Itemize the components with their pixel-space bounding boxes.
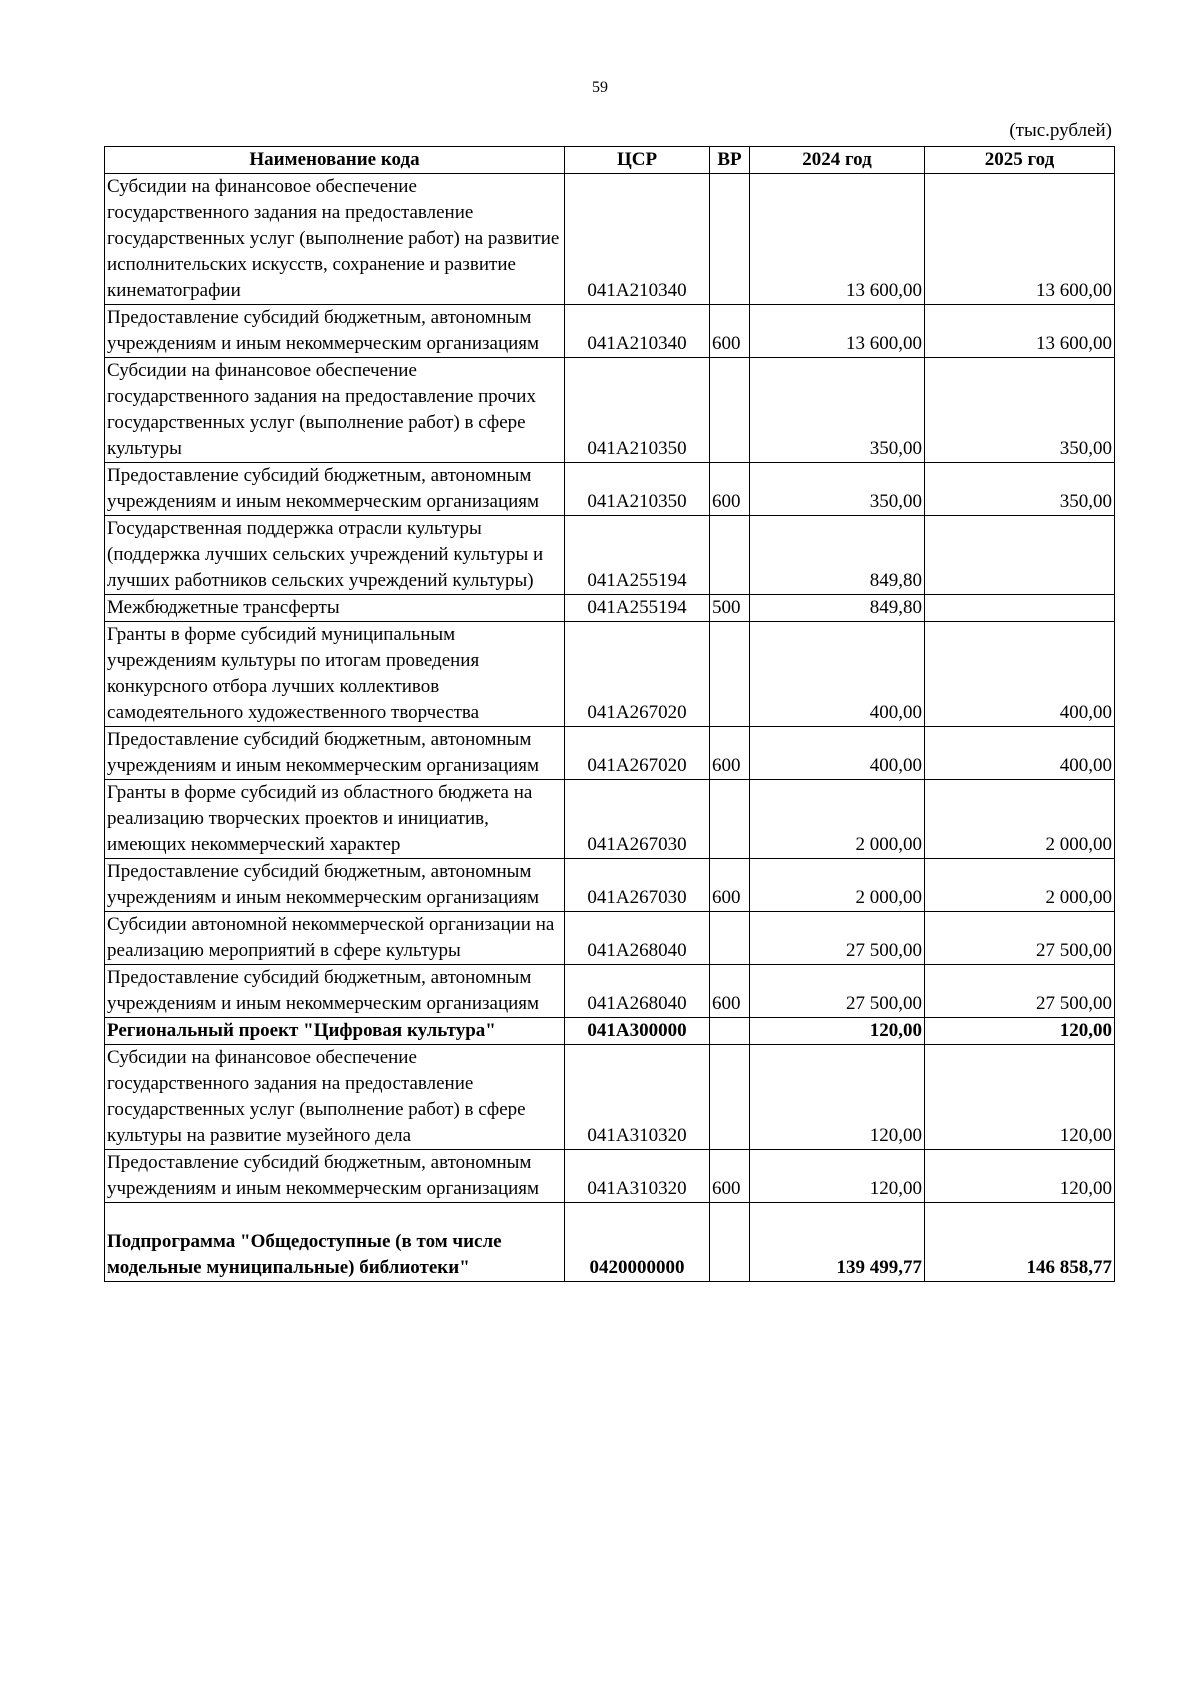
table-row xyxy=(105,463,1115,516)
row-2024-cell: 400,00 xyxy=(750,727,925,780)
row-vr-cell: 600 xyxy=(710,965,750,1018)
row-csr-cell: 041A210340 xyxy=(565,174,710,305)
row-csr-cell: 041A210350 xyxy=(565,463,710,516)
header-name: Наименование кода xyxy=(105,147,565,174)
row-csr-cell: 041A267020 xyxy=(565,727,710,780)
row-name-cell: Предоставление субсидий бюджетным, автономным учреждениям и иным некоммерческим организациям xyxy=(105,727,565,780)
table-row xyxy=(105,1045,1115,1150)
row-name-cell: Субсидии автономной некоммерческой организации на реализацию мероприятий в сфере культуры xyxy=(105,912,565,965)
row-name-cell: Предоставление субсидий бюджетным, автономным учреждениям и иным некоммерческим организациям xyxy=(105,1150,565,1203)
row-vr-cell xyxy=(710,622,750,727)
row-2024-cell: 120,00 xyxy=(750,1018,925,1045)
row-name-cell: Межбюджетные трансферты xyxy=(105,595,565,622)
row-2024-cell: 2 000,00 xyxy=(750,859,925,912)
units-label: (тыс.рублей) xyxy=(1009,120,1112,141)
row-vr-cell: 600 xyxy=(710,727,750,780)
row-csr-cell: 041A267030 xyxy=(565,780,710,859)
page-number: 59 xyxy=(592,79,608,96)
row-csr-cell: 041A310320 xyxy=(565,1045,710,1150)
row-name-cell: Гранты в форме субсидий из областного бюджета на реализацию творческих проектов и инициатив, имеющих некоммерческий характер xyxy=(105,780,565,859)
row-vr-cell xyxy=(710,912,750,965)
row-2024-cell: 2 000,00 xyxy=(750,780,925,859)
row-name-cell: Предоставление субсидий бюджетным, автономным учреждениям и иным некоммерческим организациям xyxy=(105,305,565,358)
table-row xyxy=(105,305,1115,358)
row-csr-cell: 041A255194 xyxy=(565,516,710,595)
row-name-cell: Субсидии на финансовое обеспечение государственного задания на предоставление прочих государственных услуг (выполнение работ) в сфере культуры xyxy=(105,358,565,463)
row-vr-cell xyxy=(710,1045,750,1150)
table-row xyxy=(105,174,1115,305)
row-2025-cell: 27 500,00 xyxy=(925,965,1115,1018)
row-name-cell: Предоставление субсидий бюджетным, автономным учреждениям и иным некоммерческим организациям xyxy=(105,965,565,1018)
row-2025-cell xyxy=(925,516,1115,595)
row-name-cell: Гранты в форме субсидий муниципальным учреждениям культуры по итогам проведения конкурсного отбора лучших коллективов самодеятельного художественного творчества xyxy=(105,622,565,727)
row-2025-cell: 120,00 xyxy=(925,1150,1115,1203)
row-2024-cell: 120,00 xyxy=(750,1045,925,1150)
row-2024-cell: 27 500,00 xyxy=(750,912,925,965)
row-csr-cell: 041A255194 xyxy=(565,595,710,622)
row-csr-cell: 041A267030 xyxy=(565,859,710,912)
row-name-cell: Государственная поддержка отрасли культуры (поддержка лучших сельских учреждений культуры и лучших работников сельских учреждений культуры) xyxy=(105,516,565,595)
row-csr-cell: 041A210350 xyxy=(565,358,710,463)
row-2025-cell: 146 858,77 xyxy=(925,1203,1115,1282)
row-name-cell: Субсидии на финансовое обеспечение государственного задания на предоставление государственных услуг (выполнение работ) на развитие исполнительских искусств, сохранение и развитие кинематографии xyxy=(105,174,565,305)
row-vr-cell xyxy=(710,516,750,595)
row-2025-cell: 400,00 xyxy=(925,727,1115,780)
row-2024-cell: 13 600,00 xyxy=(750,305,925,358)
row-2024-cell: 400,00 xyxy=(750,622,925,727)
row-2025-cell: 120,00 xyxy=(925,1045,1115,1150)
row-2025-cell: 13 600,00 xyxy=(925,174,1115,305)
row-csr-cell: 0420000000 xyxy=(565,1203,710,1282)
header-2025: 2025 год xyxy=(925,147,1115,174)
table-row xyxy=(105,780,1115,859)
row-2024-cell: 350,00 xyxy=(750,463,925,516)
row-2025-cell: 2 000,00 xyxy=(925,780,1115,859)
row-2024-cell: 13 600,00 xyxy=(750,174,925,305)
row-2025-cell: 2 000,00 xyxy=(925,859,1115,912)
table-row xyxy=(105,1150,1115,1203)
row-csr-cell: 041A267020 xyxy=(565,622,710,727)
row-csr-cell: 041A268040 xyxy=(565,912,710,965)
row-2024-cell: 849,80 xyxy=(750,595,925,622)
budget-table xyxy=(104,146,1115,1282)
table-row xyxy=(105,516,1115,595)
row-csr-cell: 041A300000 xyxy=(565,1018,710,1045)
row-2025-cell xyxy=(925,595,1115,622)
row-name-cell: Предоставление субсидий бюджетным, автономным учреждениям и иным некоммерческим организациям xyxy=(105,463,565,516)
row-2025-cell: 350,00 xyxy=(925,358,1115,463)
row-csr-cell: 041A210340 xyxy=(565,305,710,358)
row-vr-cell xyxy=(710,1018,750,1045)
row-2025-cell: 27 500,00 xyxy=(925,912,1115,965)
row-csr-cell: 041A268040 xyxy=(565,965,710,1018)
row-2025-cell: 350,00 xyxy=(925,463,1115,516)
header-vr: ВР xyxy=(710,147,750,174)
table-row xyxy=(105,965,1115,1018)
row-name-cell: Подпрограмма "Общедоступные (в том числе модельные муниципальные) библиотеки" xyxy=(105,1203,565,1282)
row-2025-cell: 13 600,00 xyxy=(925,305,1115,358)
row-2024-cell: 120,00 xyxy=(750,1150,925,1203)
table-row xyxy=(105,358,1115,463)
row-vr-cell: 500 xyxy=(710,595,750,622)
table-row xyxy=(105,595,1115,622)
header-2024: 2024 год xyxy=(750,147,925,174)
table-header-row xyxy=(105,147,1115,174)
table-row xyxy=(105,622,1115,727)
row-name-cell: Предоставление субсидий бюджетным, автономным учреждениям и иным некоммерческим организациям xyxy=(105,859,565,912)
table-row xyxy=(105,1203,1115,1282)
header-csr: ЦСР xyxy=(565,147,710,174)
row-vr-cell xyxy=(710,1203,750,1282)
row-2024-cell: 27 500,00 xyxy=(750,965,925,1018)
row-name-cell: Региональный проект "Цифровая культура" xyxy=(105,1018,565,1045)
row-2025-cell: 400,00 xyxy=(925,622,1115,727)
row-vr-cell: 600 xyxy=(710,305,750,358)
row-csr-cell: 041A310320 xyxy=(565,1150,710,1203)
row-2024-cell: 139 499,77 xyxy=(750,1203,925,1282)
table-row xyxy=(105,1018,1115,1045)
row-vr-cell: 600 xyxy=(710,463,750,516)
row-name-cell: Субсидии на финансовое обеспечение государственного задания на предоставление государственных услуг (выполнение работ) в сфере культуры на развитие музейного дела xyxy=(105,1045,565,1150)
table-row xyxy=(105,859,1115,912)
table-row xyxy=(105,912,1115,965)
row-2024-cell: 849,80 xyxy=(750,516,925,595)
row-vr-cell xyxy=(710,780,750,859)
row-vr-cell: 600 xyxy=(710,1150,750,1203)
table-row xyxy=(105,727,1115,780)
row-vr-cell: 600 xyxy=(710,859,750,912)
row-2025-cell: 120,00 xyxy=(925,1018,1115,1045)
row-vr-cell xyxy=(710,358,750,463)
row-2024-cell: 350,00 xyxy=(750,358,925,463)
row-vr-cell xyxy=(710,174,750,305)
